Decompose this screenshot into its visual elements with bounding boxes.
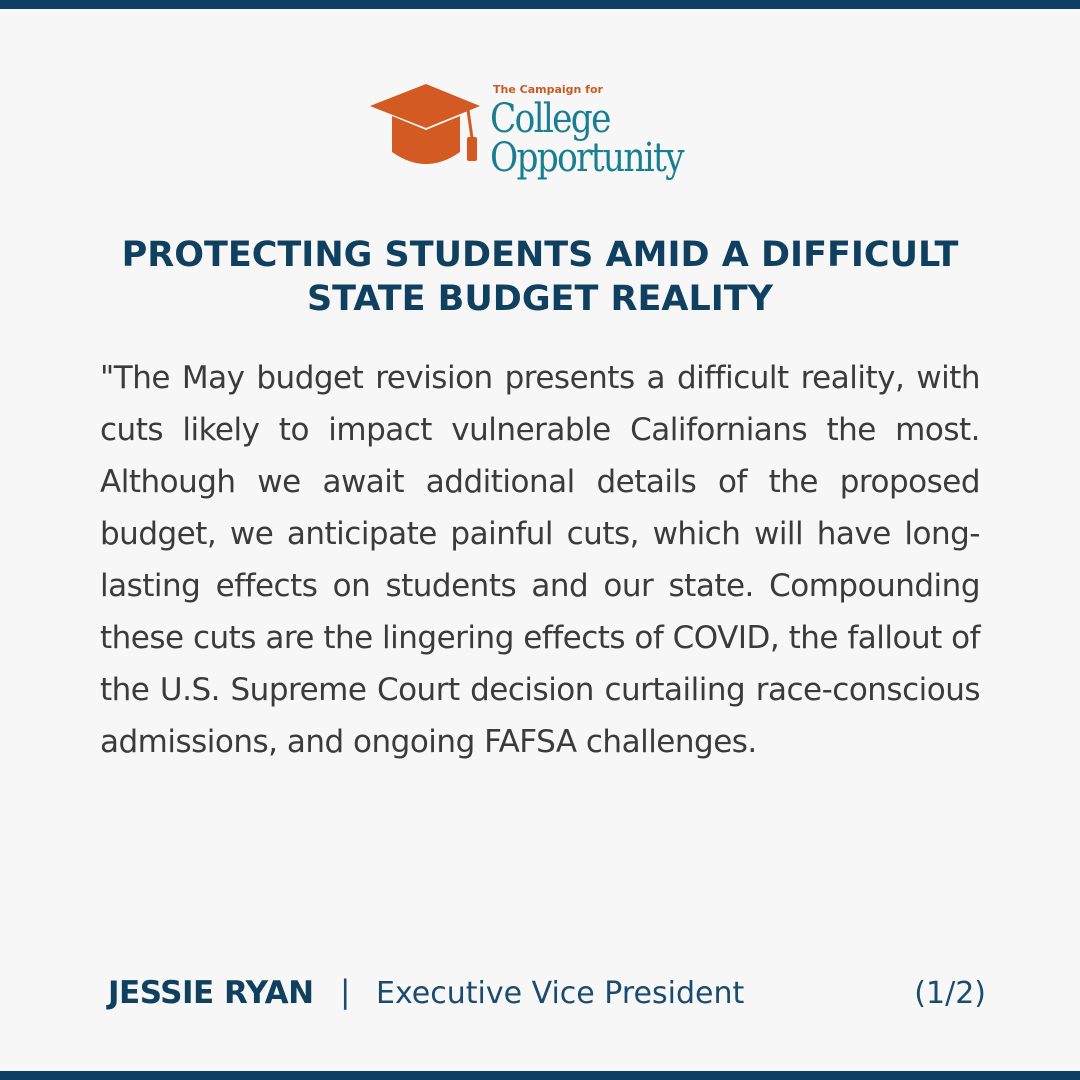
quote-body: "The May budget revision presents a difficult reality, with cuts likely to impact vulnerable Californians the most. Although we await additional details of the proposed budget, we anticipate painful cuts, which will have long-lasting effects on students and our state. Compounding these cuts are the lingering effects of COVID, the fallout of the U.S. Supreme Court decision curtailing race-conscious admissions, and ongoing FAFSA challenges. <box>100 360 980 760</box>
attribution-footer <box>108 970 986 1014</box>
logo-wordmark-line1: College <box>490 96 610 142</box>
top-border-bar <box>0 0 1080 9</box>
author-title: Executive Vice President <box>376 976 745 1011</box>
brand-logo <box>368 80 718 184</box>
graduation-cap-icon <box>368 80 480 172</box>
logo-kicker-text: The Campaign for <box>493 83 603 96</box>
page-indicator: (1/2) <box>914 976 986 1011</box>
logo-wordmark-line2: Opportunity <box>490 135 683 181</box>
page-title: PROTECTING STUDENTS AMID A DIFFICULT STATE BUDGET REALITY <box>121 235 959 319</box>
bottom-border-bar <box>0 1071 1080 1080</box>
footer-divider: | <box>340 974 351 1010</box>
author-name: JESSIE RYAN <box>108 975 314 1011</box>
